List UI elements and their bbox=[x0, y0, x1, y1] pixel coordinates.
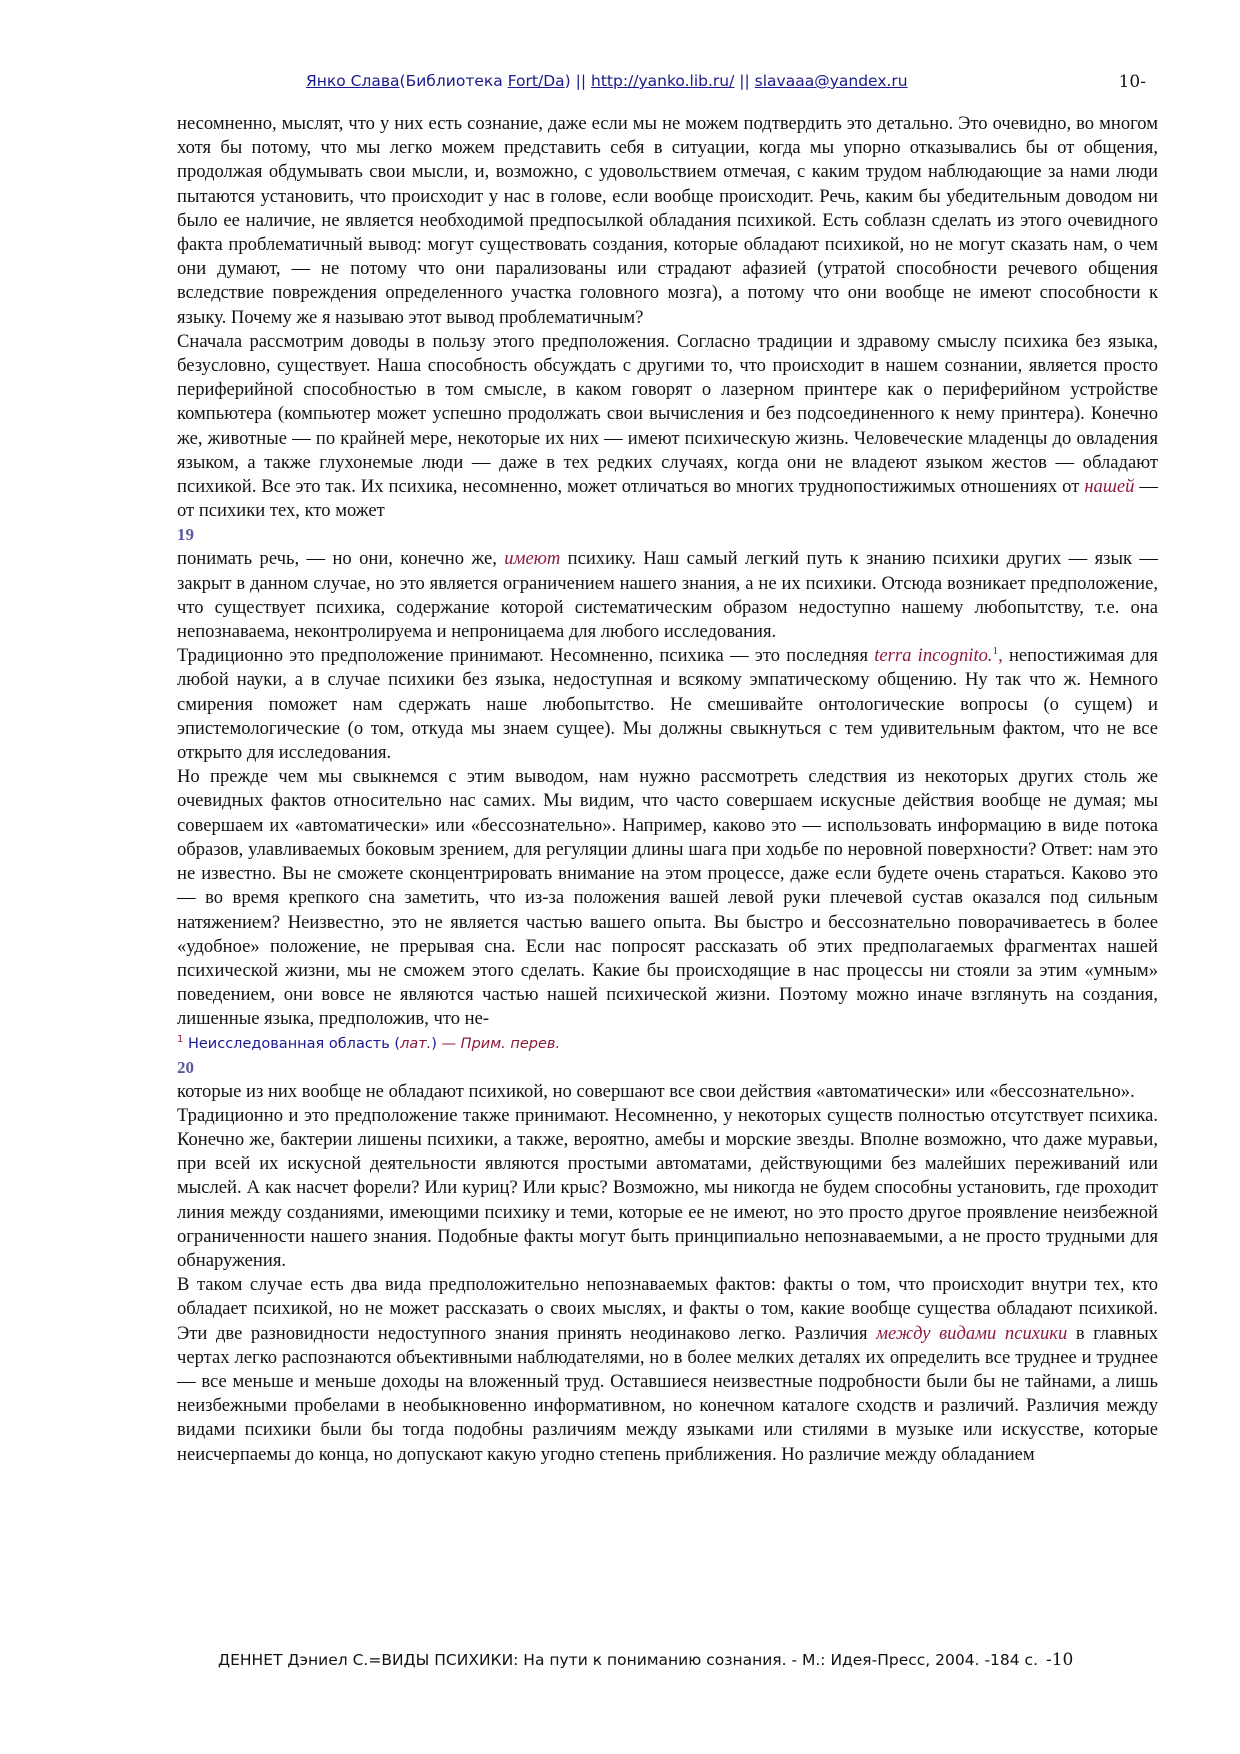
footnote-text: ) bbox=[431, 1035, 442, 1052]
page-header bbox=[180, 70, 1160, 98]
footnote-number: 1 bbox=[177, 1033, 184, 1045]
paragraph-text: — от психики тех, кто может bbox=[177, 476, 1158, 522]
header-separator: || bbox=[570, 72, 592, 90]
paragraph-text: В таком случае есть два вида предположительно непознаваемых фактов: факты о том, что происходит внутри тех, кто обладает психикой, но не может рассказать о своих мыслях, и факты о том, какие вообще существа обладают психикой. Эти две разновидности недоступного знания принять неодинаково легко. Различия bbox=[177, 1274, 1158, 1344]
paragraph-text: непостижимая для любой науки, а в случае психики без языка, недоступная и всякому эмпатическому общению. Ну так что ж. Немного смирения поможет нам сдержать наше любопытство. Не смешивайте онтологические вопросы (о сущем) и эпистемологические (о том, откуда мы знаем сущее). Мы должны свыкнуться с тем удивительным фактом, что не все открыто для исследования. bbox=[177, 645, 1158, 764]
email-link[interactable]: slavaaa@yandex.ru bbox=[754, 72, 908, 90]
book-page-number: 19 bbox=[177, 525, 194, 545]
paragraph: Традиционно и это предположение также принимают. Несомненно, у некоторых существ полностью отсутствует психика. Конечно же, бактерии лишены психики, а также, вероятно, амебы и морские звезды. Вполне возможно, что даже муравьи, при всей их искусной деятельности являются простыми автоматами, действующими без малейших переживаний или мыслей. А как насчет форели? Или куриц? Или крыс? Возможно, мы никогда не будем способны установить, где проходит линия между созданиями, имеющими психику и теми, которые ее не имеют, но это просто другое проявление неизбежной ограниченности нашего знания. Подобные факты могут быть принципиально непознаваемыми, а не просто трудными для обнаружения. bbox=[177, 1104, 1158, 1271]
paragraph bbox=[177, 644, 1158, 765]
library-link[interactable]: Fort/Da bbox=[507, 72, 565, 90]
header-separator: || bbox=[734, 72, 755, 90]
paragraph-text: Традиционно это предположение принимают. Несомненно, психика — это последняя bbox=[177, 645, 875, 667]
footnote-text: Неисследованная область ( bbox=[183, 1035, 401, 1052]
page-footer bbox=[218, 1650, 1162, 1670]
emphasis-link[interactable]: имеют bbox=[504, 548, 561, 570]
footer-citation: ДЕННЕТ Дэниел С.=ВИДЫ ПСИХИКИ: На пути к пониманию сознания. - М.: Идея-Пресс, 2004. -184 с. bbox=[218, 1651, 1038, 1669]
emphasis-link[interactable]: между видами психики bbox=[876, 1322, 1068, 1344]
book-page-number: 20 bbox=[177, 1057, 194, 1077]
footnote-comma: , bbox=[998, 645, 1003, 667]
header-page-number: 10- bbox=[1118, 72, 1146, 92]
footer-page-number: -10 bbox=[1046, 1650, 1074, 1670]
footnote-note: — Прим. перев. bbox=[441, 1035, 561, 1052]
footnote-lat: лат. bbox=[400, 1035, 432, 1052]
document-body bbox=[177, 112, 1158, 1467]
header-links bbox=[306, 72, 908, 90]
paragraph-text: психику. Наш самый легкий путь к знанию психики других — язык — закрыт в данном случае, но это является ограничением нашего знания, а не их психики. Отсюда возникает предположение, что существует психика, содержание которой систематическим образом недоступно нашему любопытству, т.е. она непознаваема, неконтролируема и непроницаема для любого исследования. bbox=[177, 548, 1158, 643]
paragraph bbox=[177, 330, 1158, 524]
footnote bbox=[177, 1032, 1158, 1056]
paragraph: Но прежде чем мы свыкнемся с этим выводом, нам нужно рассмотреть следствия из некоторых других столь же очевидных фактов относительно нас самих. Мы видим, что часто совершаем искусные действия вообще не думая; мы совершаем их «автоматически» или «бессознательно». Например, каково это — использовать информацию в виде потока образов, улавливаемых боковым зрением, для регуляции длины шага при ходьбе по неровной поверхности? Ответ: нам это не известно. Вы не сможете сконцентрировать внимание на этом процессе, даже если будете очень стараться. Каково это — во время крепкого сна заметить, что из-за положения вашей левой руки плечевой сустав оказался под сильным натяжением? Неизвестно, это не является частью вашего опыта. Вы быстро и бессознательно поворачиваетесь в более «удобное» положение, не прерывая сна. Если нас попросят рассказать об этих предполагаемых фрагментах нашей психической жизни, мы не сможем этого сделать. Какие бы происходящие в нас процессы ни стояли за этим «умным» поведением, они вовсе не являются частью нашей психической жизни. Поэтому можно иначе взглянуть на создания, лишенные языка, предположив, что не- bbox=[177, 766, 1158, 1030]
emphasis-link[interactable]: terra incognito. bbox=[874, 645, 993, 667]
footnote-reference[interactable]: 1 bbox=[992, 645, 999, 658]
site-url-link[interactable]: http://yanko.lib.ru/ bbox=[591, 72, 735, 90]
paragraph: которые из них вообще не обладают психикой, но совершают все свои действия «автоматически» или «бессознательно». bbox=[177, 1080, 1135, 1102]
paragraph-text: понимать речь, — но они, конечно же, bbox=[177, 548, 505, 570]
library-suffix: ) bbox=[564, 72, 571, 90]
paragraph bbox=[177, 547, 1158, 644]
paragraph-text: Сначала рассмотрим доводы в пользу этого предположения. Согласно традиции и здравому смыслу психика без языка, безусловно, существует. Наша способность обсуждать с другими то, что происходит в нашем сознании, является просто периферийной способностью в том смысле, в каком говорят о лазерном принтере как о периферийном устройстве компьютера (компьютер может успешно продолжать свои вычисления и без подсоединенного к нему принтера). Конечно же, животные — по крайней мере, некоторые их них — имеют психическую жизнь. Человеческие младенцы до овладения языком, а также глухонемые люди — даже в тех редких случаях, когда они не владеют языком жестов — обладают психикой. Все это так. Их психика, несомненно, может отличаться во многих труднопостижимых отношениях от bbox=[177, 330, 1158, 498]
paragraph: несомненно, мыслят, что у них есть сознание, даже если мы не можем подтвердить это детально. Это очевидно, во многом хотя бы потому, что мы легко можем представить себя в ситуации, когда мы упорно отказывались бы от общения, продолжая обдумывать свои мысли, и, возможно, с удовольствием отмечая, с каким трудом наблюдающие за нами люди пытаются установить, что происходит у нас в голове, если вообще происходит. Речь, каким бы убедительным доводом ни было ее наличие, не является необходимой предпосылкой обладания психикой. Есть соблазн сделать из этого очевидного факта проблематичный вывод: могут существовать создания, которые обладают психикой, но не могут сказать нам, о чем они думают, — не потому что они парализованы или страдают афазией (утратой способности речевого общения вследствие повреждения определенного участка головного мозга), а потому что они вообще не имеют способности к языку. Почему же я называю этот вывод проблематичным? bbox=[177, 113, 1158, 328]
author-link[interactable]: Янко Слава bbox=[306, 72, 400, 90]
paragraph-text: в главных чертах легко распознаются объективными наблюдателями, но в более мелких деталях их определить все труднее и труднее — все меньше и меньше доходы на вложенный труд. Оставшиеся неизвестные подробности были бы не тайнами, а лишь неизбежными пробелами в необыкновенно информативном, но конечном каталоге сходств и различий. Различия между видами психики были бы тогда подобны различиям между языками или стилями в музыке или искусстве, которые неисчерпаемы до конца, но допускают какую угодно степень приближения. Но различие между обладанием bbox=[177, 1322, 1158, 1465]
emphasis-link[interactable]: нашей bbox=[1084, 476, 1135, 498]
paragraph bbox=[177, 1273, 1158, 1467]
library-prefix: (Библиотека bbox=[399, 72, 508, 90]
